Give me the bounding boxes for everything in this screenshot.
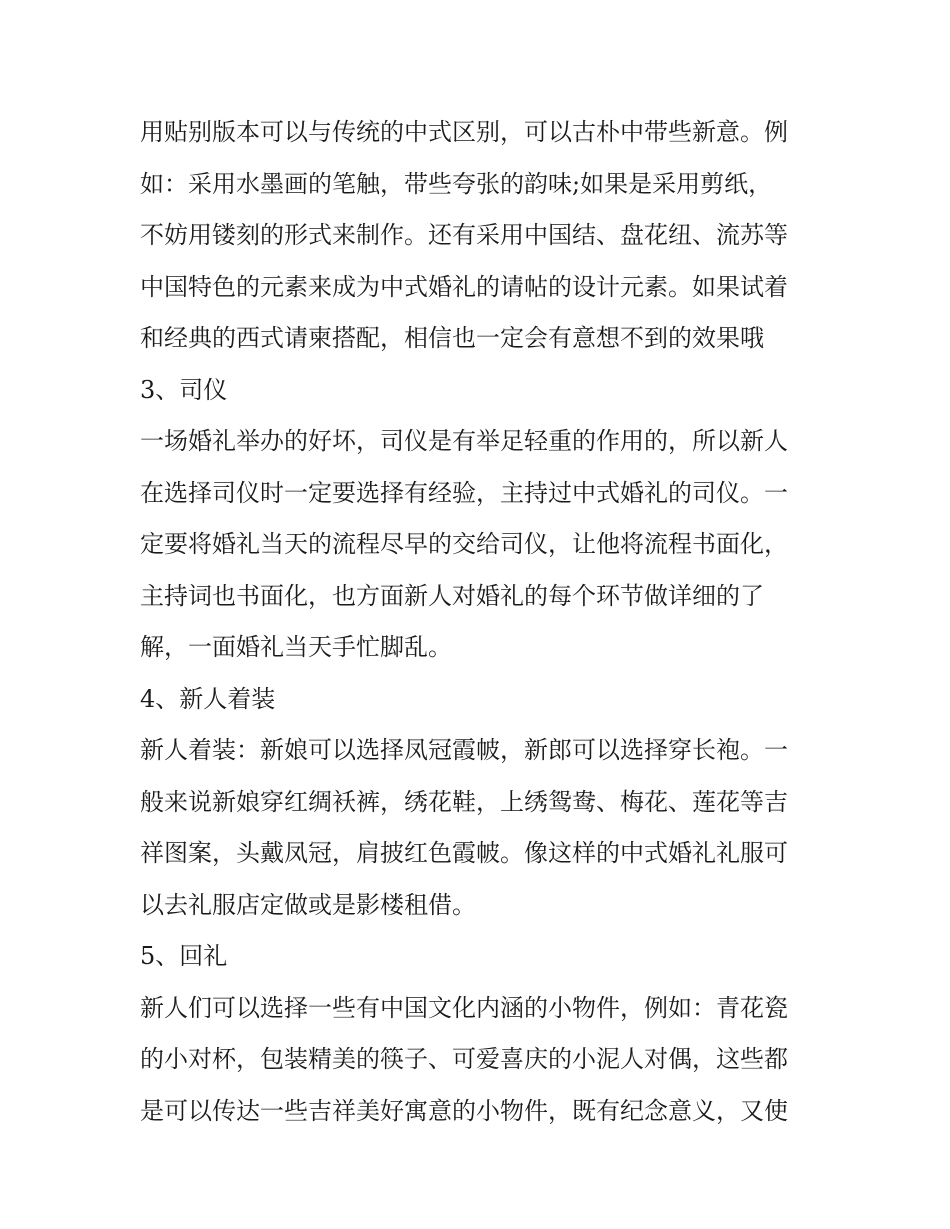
body-line-1: 用贴别版本可以与传统的中式区别，可以古朴中带些新意。例 — [140, 118, 788, 146]
body-line-8: 在选择司仪时一定要选择有经验，主持过中式婚礼的司仪。一 — [140, 478, 788, 507]
body-line-14: 般来说新娘穿红绸袄裤，绣花鞋，上绣鸳鸯、梅花、莲花等吉 — [140, 787, 788, 816]
section-heading-attire: 4、新人着装 — [140, 684, 276, 713]
body-line-19: 的小对杯，包装精美的筷子、可爱喜庆的小泥人对偶，这些都 — [140, 1045, 788, 1073]
body-line-3: 不妨用镂刻的形式来制作。还有采用中国结、盘花纽、流苏等 — [140, 221, 788, 249]
body-line-7: 一场婚礼举办的好坏，司仪是有举足轻重的作用的，所以新人 — [140, 427, 788, 455]
body-line-20: 是可以传达一些吉祥美好寓意的小物件，既有纪念意义，又使 — [140, 1096, 788, 1125]
body-line-15: 祥图案，头戴凤冠，肩披红色霞帔。像这样的中式婚礼礼服可 — [140, 839, 788, 867]
body-line-18: 新人们可以选择一些有中国文化内涵的小物件，例如：青花瓷 — [140, 993, 788, 1022]
body-line-4: 中国特色的元素来成为中式婚礼的请帖的设计元素。如果试着 — [140, 272, 788, 301]
body-line-11: 解，一面婚礼当天手忙脚乱。 — [140, 633, 452, 661]
body-line-5: 和经典的西式请柬搭配，相信也一定会有意想不到的效果哦 — [140, 324, 764, 352]
section-heading-host: 3、司仪 — [140, 375, 228, 404]
section-heading-return-gifts: 5、回礼 — [140, 942, 228, 970]
body-line-16: 以去礼服店定做或是影楼租借。 — [140, 890, 476, 919]
body-line-9: 定要将婚礼当天的流程尽早的交给司仪，让他将流程书面化， — [140, 530, 788, 558]
body-line-2: 如：采用水墨画的笔触，带些夸张的韵味;如果是采用剪纸， — [140, 169, 773, 198]
body-line-13: 新人着装：新娘可以选择凤冠霞帔，新郎可以选择穿长袍。一 — [140, 736, 788, 764]
body-line-10: 主持词也书面化，也方面新人对婚礼的每个环节做详细的了 — [140, 581, 764, 610]
document-body — [140, 107, 816, 1137]
